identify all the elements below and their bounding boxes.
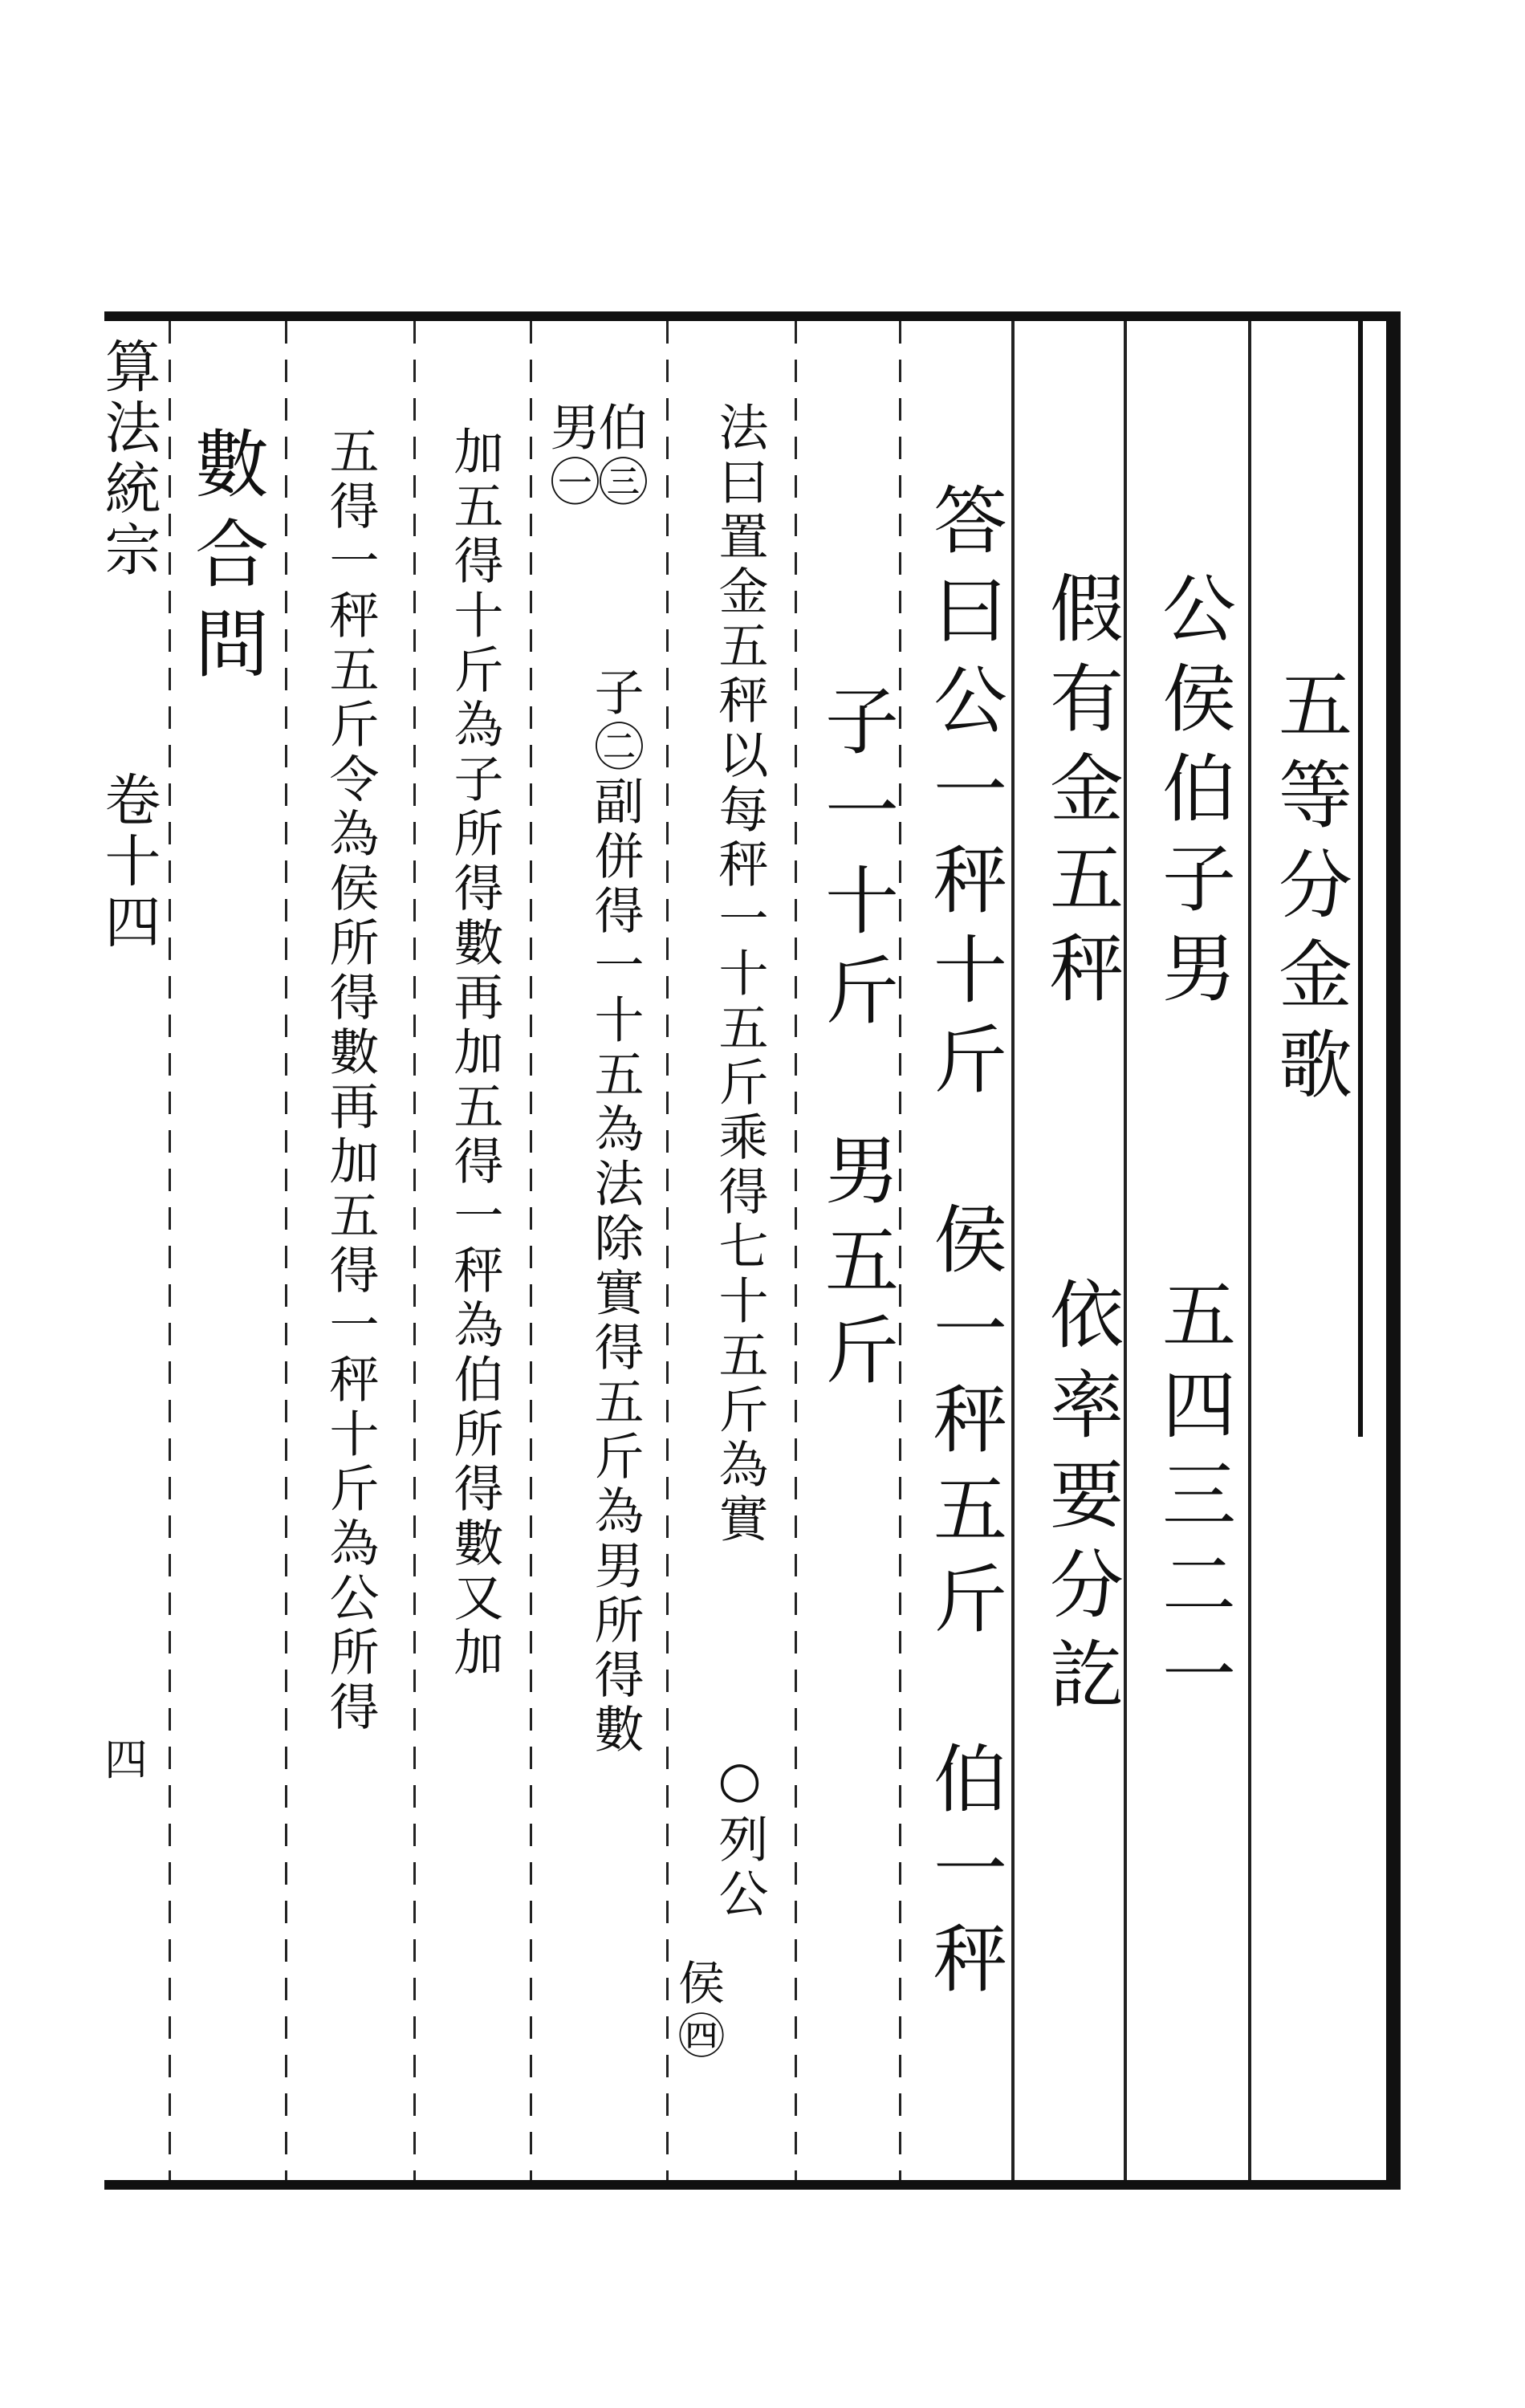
column-rule [1011,321,1015,2180]
method-line-2a: 伯㊂ [590,401,649,510]
frame-bottom-border [104,2180,1401,2190]
annotation-hou: 侯㊃ [670,1959,725,2064]
column-rule [1248,321,1251,2180]
verse-line-nobles: 公侯伯子男 [1150,570,1236,1019]
column-rule [413,321,416,2180]
verse-line-ranks: 五四三二一 [1150,1276,1236,1726]
chapter-label: 卷十四 [96,771,161,954]
column-rule [530,321,532,2180]
frame-inner-right-border [1358,321,1363,1437]
answer-line-2: 子一十斤 男五斤 [813,682,899,1401]
method-line-2: 子㊁副併得一十五為法除實得五斤為男所得數 [586,666,645,1758]
frame-top-border [104,311,1401,321]
column-rule [285,321,287,2180]
column-rule [169,321,171,2180]
verse-line-ratio: 依率要分訖 [1038,1276,1124,1726]
column-rule [666,321,669,2180]
frame-right-border [1386,311,1401,2190]
book-title: 算法統宗 [96,337,161,581]
column-rule [899,321,901,2180]
column-rule [795,321,797,2180]
method-line-4: 五得一秤五斤令為侯所得數再加五得一秤十斤為公所得 [321,425,380,1735]
method-line-2b: 男㊀ [542,401,600,510]
method-line-3: 加五得十斤為子所得數再加五得一秤為伯所得數又加 [445,425,504,1681]
column-rule [1124,321,1127,2180]
method-line-1-tail: ○列公 [710,1750,769,1922]
method-line-5: 數合問 [183,425,269,695]
section-title: 五等分金歌 [1267,666,1352,1116]
answer-line-1: 答曰公一秤十斤 侯一秤五斤 伯一秤 [921,482,1007,2010]
method-line-1: 法曰置金五秤以每秤一十五斤乘得七十五斤為實 [710,401,769,1548]
page-number: 四 [104,1735,148,1785]
verse-line-question: 假有金五秤 [1038,570,1124,1019]
